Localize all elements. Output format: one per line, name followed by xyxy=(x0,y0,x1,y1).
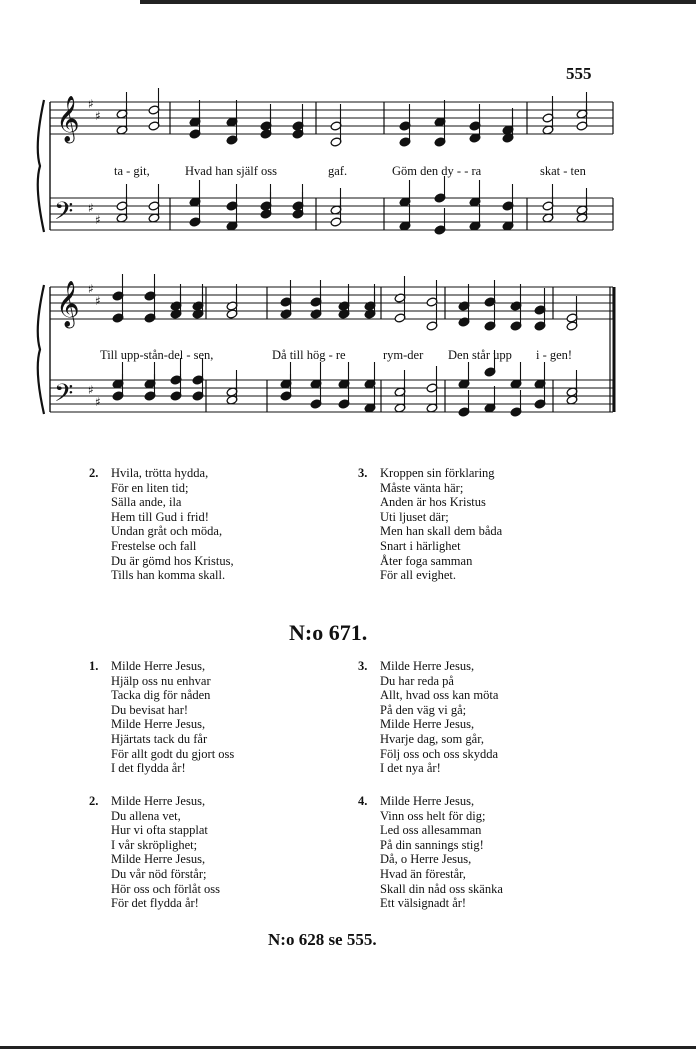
verse-line: Hjälp oss nu enhvar xyxy=(111,673,211,688)
verse-number: 4. xyxy=(358,794,368,808)
lyric-1-3: gaf. xyxy=(328,164,348,178)
verse-670-2 xyxy=(89,466,234,583)
verse-line: Vinn oss helt för dig; xyxy=(380,808,486,823)
sharp-sign: ♯ xyxy=(88,201,94,215)
lyric-2-5: i - gen! xyxy=(536,348,573,362)
sharp-sign: ♯ xyxy=(88,97,94,111)
verse-line: Allt, hvad oss kan möta xyxy=(380,688,499,703)
verse-number: 3. xyxy=(358,466,368,480)
verse-line: I det flydda år! xyxy=(111,761,186,776)
system-1-brace xyxy=(38,100,44,232)
verse-number: 2. xyxy=(89,794,99,808)
verse-line: Tacka dig för nåden xyxy=(111,688,211,703)
verse-line: Men han skall dem båda xyxy=(380,524,503,539)
verse-line: Hvarje dag, som går, xyxy=(380,731,484,746)
verse-671-2 xyxy=(89,794,221,911)
verse-line: Uti ljuset där; xyxy=(380,509,449,524)
verse-line: Tills han komma skall. xyxy=(111,568,226,583)
lyric-2-1: Till upp-stån-del - sen, xyxy=(100,348,214,362)
lyric-1-5: skat - ten xyxy=(540,164,586,178)
verse-line: Du vår nöd förstår; xyxy=(111,866,207,881)
verse-line: Milde Herre Jesus, xyxy=(380,794,475,808)
verse-line: På den väg vi gå; xyxy=(380,702,467,717)
verse-line: Milde Herre Jesus, xyxy=(111,794,206,808)
verse-line: Hur vi ofta stapplat xyxy=(111,823,208,838)
verse-line: Sälla ande, ila xyxy=(111,495,182,510)
verse-line: Ett välsignadt år! xyxy=(380,896,467,911)
verse-line: Åter foga samman xyxy=(380,553,473,568)
verse-line: Du bevisat har! xyxy=(111,702,189,717)
verse-line: För allt godt du gjort oss xyxy=(111,746,235,761)
verse-line: Kroppen sin förklaring xyxy=(380,466,495,480)
verse-line: Hör oss och förlåt oss xyxy=(111,881,221,896)
verse-line: Måste vänta här; xyxy=(380,480,464,495)
system-2-brace xyxy=(38,285,44,414)
lyric-1-2: Hvad han själf oss xyxy=(185,164,277,178)
sharp-sign: ♯ xyxy=(95,109,101,123)
music-score xyxy=(0,0,696,440)
sharp-sign: ♯ xyxy=(95,213,101,227)
verse-line: För all evighet. xyxy=(380,568,457,583)
verse-line: Undan gråt och möda, xyxy=(111,524,223,539)
verse-line: För det flydda år! xyxy=(111,896,199,911)
sharp-sign: ♯ xyxy=(88,282,94,296)
verse-line: Du allena vet, xyxy=(111,808,181,823)
hymn-title: N:o 671. xyxy=(289,620,368,645)
page-number: 555 xyxy=(566,64,592,83)
verse-line: Milde Herre Jesus, xyxy=(380,717,475,732)
verse-line: Skall din nåd oss skänka xyxy=(380,881,503,896)
verse-line: Hjärtats tack du får xyxy=(111,731,208,746)
verse-line: Frestelse och fall xyxy=(111,538,197,553)
verse-line: Led oss allesamman xyxy=(380,823,482,838)
verse-line: Hem till Gud i frid! xyxy=(111,509,209,524)
verse-line: I vår skröplighet; xyxy=(111,837,198,852)
verse-number: 3. xyxy=(358,659,368,673)
verse-line: Milde Herre Jesus, xyxy=(380,659,475,673)
bass-clef: 𝄢 xyxy=(54,379,74,414)
lyric-2-3: rym-der xyxy=(383,348,424,362)
verse-line: Anden är hos Kristus xyxy=(380,495,486,510)
verse-line: Följ oss och oss skydda xyxy=(380,746,499,761)
verse-671-1 xyxy=(89,659,235,776)
verse-line: Då, o Herre Jesus, xyxy=(380,852,472,867)
verse-670-3 xyxy=(358,466,503,583)
verse-number: 2. xyxy=(89,466,99,480)
verse-671-3 xyxy=(358,659,499,776)
treble-clef: 𝄞 xyxy=(56,96,80,142)
lyric-1-4: Göm den dy - - ra xyxy=(392,164,482,178)
sharp-sign: ♯ xyxy=(95,294,101,308)
verse-line: Snart i härlighet xyxy=(380,538,461,553)
verse-line: Hvila, trötta hydda, xyxy=(111,466,209,480)
verse-line: På din sannings stig! xyxy=(380,837,484,852)
verse-line: Milde Herre Jesus, xyxy=(111,717,206,732)
sharp-sign: ♯ xyxy=(88,383,94,397)
verse-line: För en liten tid; xyxy=(111,480,189,495)
lyric-2-4: Den står upp xyxy=(448,348,512,362)
verse-line: Milde Herre Jesus, xyxy=(111,852,206,867)
lyric-2-2: Då till hög - re xyxy=(272,348,346,362)
verse-line: Du har reda på xyxy=(380,673,454,688)
verse-line: Milde Herre Jesus, xyxy=(111,659,206,673)
verse-line: Hvad än förestår, xyxy=(380,866,466,881)
verse-line: Du är gömd hos Kristus, xyxy=(111,553,234,568)
verse-671-4 xyxy=(358,794,503,911)
treble-clef: 𝄞 xyxy=(56,281,80,327)
bass-clef: 𝄢 xyxy=(54,197,74,232)
lyric-1-1: ta - git, xyxy=(114,164,150,178)
sharp-sign: ♯ xyxy=(95,395,101,409)
verse-line: I det nya år! xyxy=(380,761,441,776)
footer-reference: N:o 628 se 555. xyxy=(268,930,377,949)
verse-number: 1. xyxy=(89,659,99,673)
